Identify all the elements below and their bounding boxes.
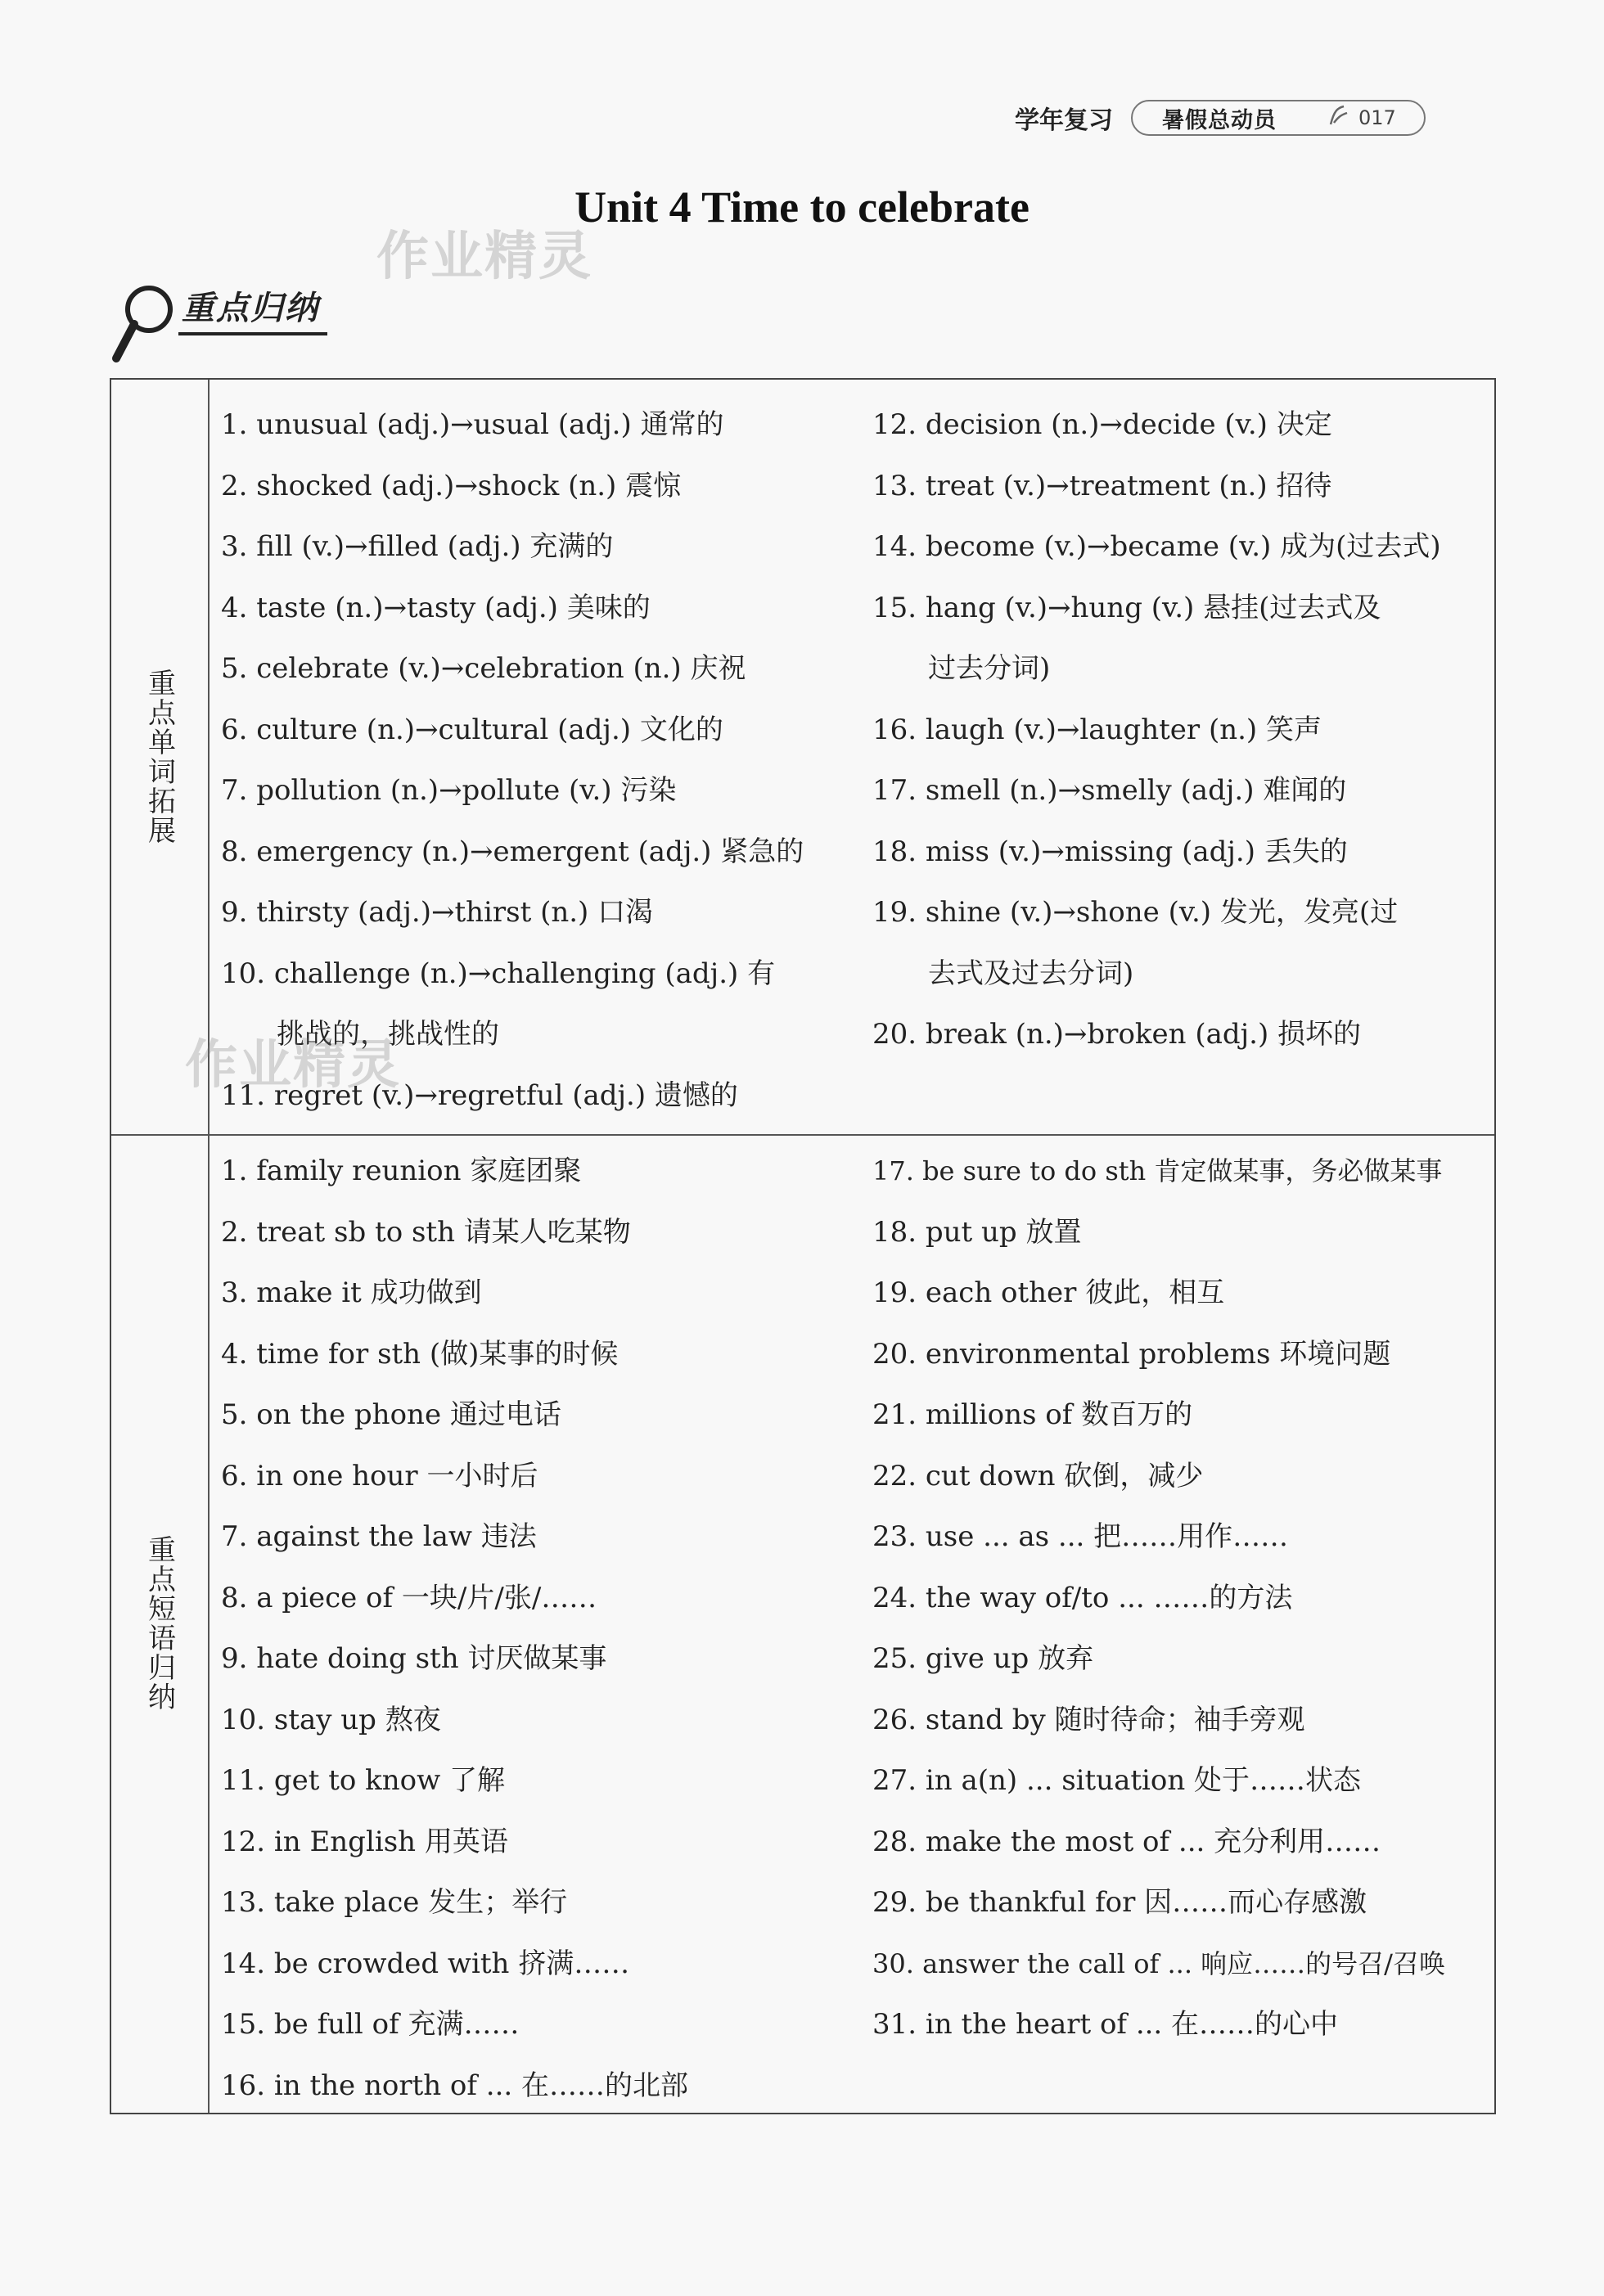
phrases-left-column xyxy=(221,1141,867,2116)
list-item: 25. give up 放弃 xyxy=(872,1642,1094,1675)
list-item: 15. be full of 充满…… xyxy=(221,2008,520,2041)
list-item: 20. break (n.)→broken (adj.) 损坏的 xyxy=(872,1018,1362,1051)
phrases-section xyxy=(111,1134,1494,2113)
list-item: 11. regret (v.)→regretful (adj.) 遗憾的 xyxy=(221,1078,738,1112)
list-item: 8. a piece of 一块/片/张/…… xyxy=(221,1581,597,1614)
list-item: 31. in the heart of ... 在……的心中 xyxy=(872,2008,1339,2041)
list-item: 17. smell (n.)→smelly (adj.) 难闻的 xyxy=(872,774,1347,807)
list-item: 18. put up 放置 xyxy=(872,1215,1082,1249)
magnifier-icon xyxy=(108,270,206,368)
list-item: 5. on the phone 通过电话 xyxy=(221,1398,561,1431)
list-item: 21. millions of 数百万的 xyxy=(872,1398,1193,1431)
list-item: 20. environmental problems 环境问题 xyxy=(872,1337,1391,1371)
list-item-continuation: 去式及过去分词) xyxy=(928,957,1134,990)
section-label: 重点归纳 xyxy=(178,282,327,335)
list-item: 23. use ... as ... 把……用作…… xyxy=(872,1520,1289,1553)
list-item: 24. the way of/to ... ……的方法 xyxy=(872,1581,1293,1614)
list-item: 30. answer the call of ... 响应……的号召/召唤 xyxy=(872,1947,1445,1979)
list-item: 2. treat sb to sth 请某人吃某物 xyxy=(221,1215,631,1249)
list-item-continuation: 挑战的，挑战性的 xyxy=(277,1018,499,1051)
list-item: 13. treat (v.)→treatment (n.) 招待 xyxy=(872,469,1332,502)
list-item: 10. stay up 熬夜 xyxy=(221,1703,441,1736)
list-item: 19. shine (v.)→shone (v.) 发光，发亮(过 xyxy=(872,896,1399,929)
list-item-continuation: 过去分词) xyxy=(928,652,1051,685)
rabbit-icon xyxy=(1326,103,1350,133)
list-item: 26. stand by 随时待命；袖手旁观 xyxy=(872,1703,1305,1736)
list-item: 6. culture (n.)→cultural (adj.) 文化的 xyxy=(221,713,723,746)
list-item: 19. each other 彼此，相互 xyxy=(872,1276,1225,1309)
list-item: 22. cut down 砍倒，减少 xyxy=(872,1459,1204,1492)
series-label: 暑假总动员 xyxy=(1162,107,1277,133)
list-item: 14. become (v.)→became (v.) 成为(过去式) xyxy=(872,530,1441,563)
list-item: 16. in the north of ... 在……的北部 xyxy=(221,2069,689,2102)
list-item: 17. be sure to do sth 肯定做某事，务必做某事 xyxy=(872,1155,1443,1186)
watermark: 作业精灵 xyxy=(376,227,592,287)
list-item: 18. miss (v.)→missing (adj.) 丢失的 xyxy=(872,835,1348,868)
series-badge xyxy=(1131,100,1426,136)
list-item: 1. family reunion 家庭团聚 xyxy=(221,1155,582,1187)
phrases-side-label: 重点短语归纳 xyxy=(111,1134,210,2113)
phrases-right-column xyxy=(872,1141,1494,2055)
list-item: 2. shocked (adj.)→shock (n.) 震惊 xyxy=(221,469,682,502)
list-item: 5. celebrate (v.)→celebration (n.) 庆祝 xyxy=(221,652,746,685)
list-item: 4. time for sth (做)某事的时候 xyxy=(221,1337,619,1371)
page-header xyxy=(1015,97,1426,139)
list-item: 16. laugh (v.)→laughter (n.) 笑声 xyxy=(872,713,1322,746)
review-label: 学年复习 xyxy=(1015,106,1113,135)
list-item: 14. be crowded with 挤满…… xyxy=(221,1947,630,1980)
vocab-right-column xyxy=(872,394,1494,1065)
list-item: 27. in a(n) ... situation 处于……状态 xyxy=(872,1764,1362,1797)
list-item: 13. take place 发生；举行 xyxy=(221,1886,568,1919)
list-item: 9. hate doing sth 讨厌做某事 xyxy=(221,1642,607,1675)
summary-table xyxy=(110,378,1496,2114)
list-item: 3. fill (v.)→filled (adj.) 充满的 xyxy=(221,530,614,563)
list-item: 12. in English 用英语 xyxy=(221,1825,508,1858)
list-item: 12. decision (n.)→decide (v.) 决定 xyxy=(872,408,1332,441)
list-item: 6. in one hour 一小时后 xyxy=(221,1459,538,1492)
list-item: 9. thirsty (adj.)→thirst (n.) 口渴 xyxy=(221,896,654,929)
list-item: 7. pollution (n.)→pollute (v.) 污染 xyxy=(221,774,677,807)
section-heading xyxy=(108,270,327,368)
vocab-side-label: 重点单词拓展 xyxy=(111,380,210,1134)
watermark: 作业精灵 xyxy=(185,1035,401,1096)
vocab-left-column xyxy=(221,394,867,1126)
list-item: 10. challenge (n.)→challenging (adj.) 有 xyxy=(221,957,776,990)
list-item: 7. against the law 违法 xyxy=(221,1520,537,1553)
list-item: 29. be thankful for 因……而心存感激 xyxy=(872,1886,1367,1919)
list-item: 3. make it 成功做到 xyxy=(221,1276,482,1309)
vocab-section xyxy=(111,380,1494,1136)
list-item: 28. make the most of ... 充分利用…… xyxy=(872,1825,1381,1858)
list-item: 1. unusual (adj.)→usual (adj.) 通常的 xyxy=(221,408,724,441)
page-title: Unit 4 Time to celebrate xyxy=(574,182,1030,232)
page-number: 017 xyxy=(1358,106,1396,129)
list-item: 15. hang (v.)→hung (v.) 悬挂(过去式及 xyxy=(872,591,1381,624)
list-item: 11. get to know 了解 xyxy=(221,1764,506,1797)
list-item: 8. emergency (n.)→emergent (adj.) 紧急的 xyxy=(221,835,804,868)
list-item: 4. taste (n.)→tasty (adj.) 美味的 xyxy=(221,591,651,624)
